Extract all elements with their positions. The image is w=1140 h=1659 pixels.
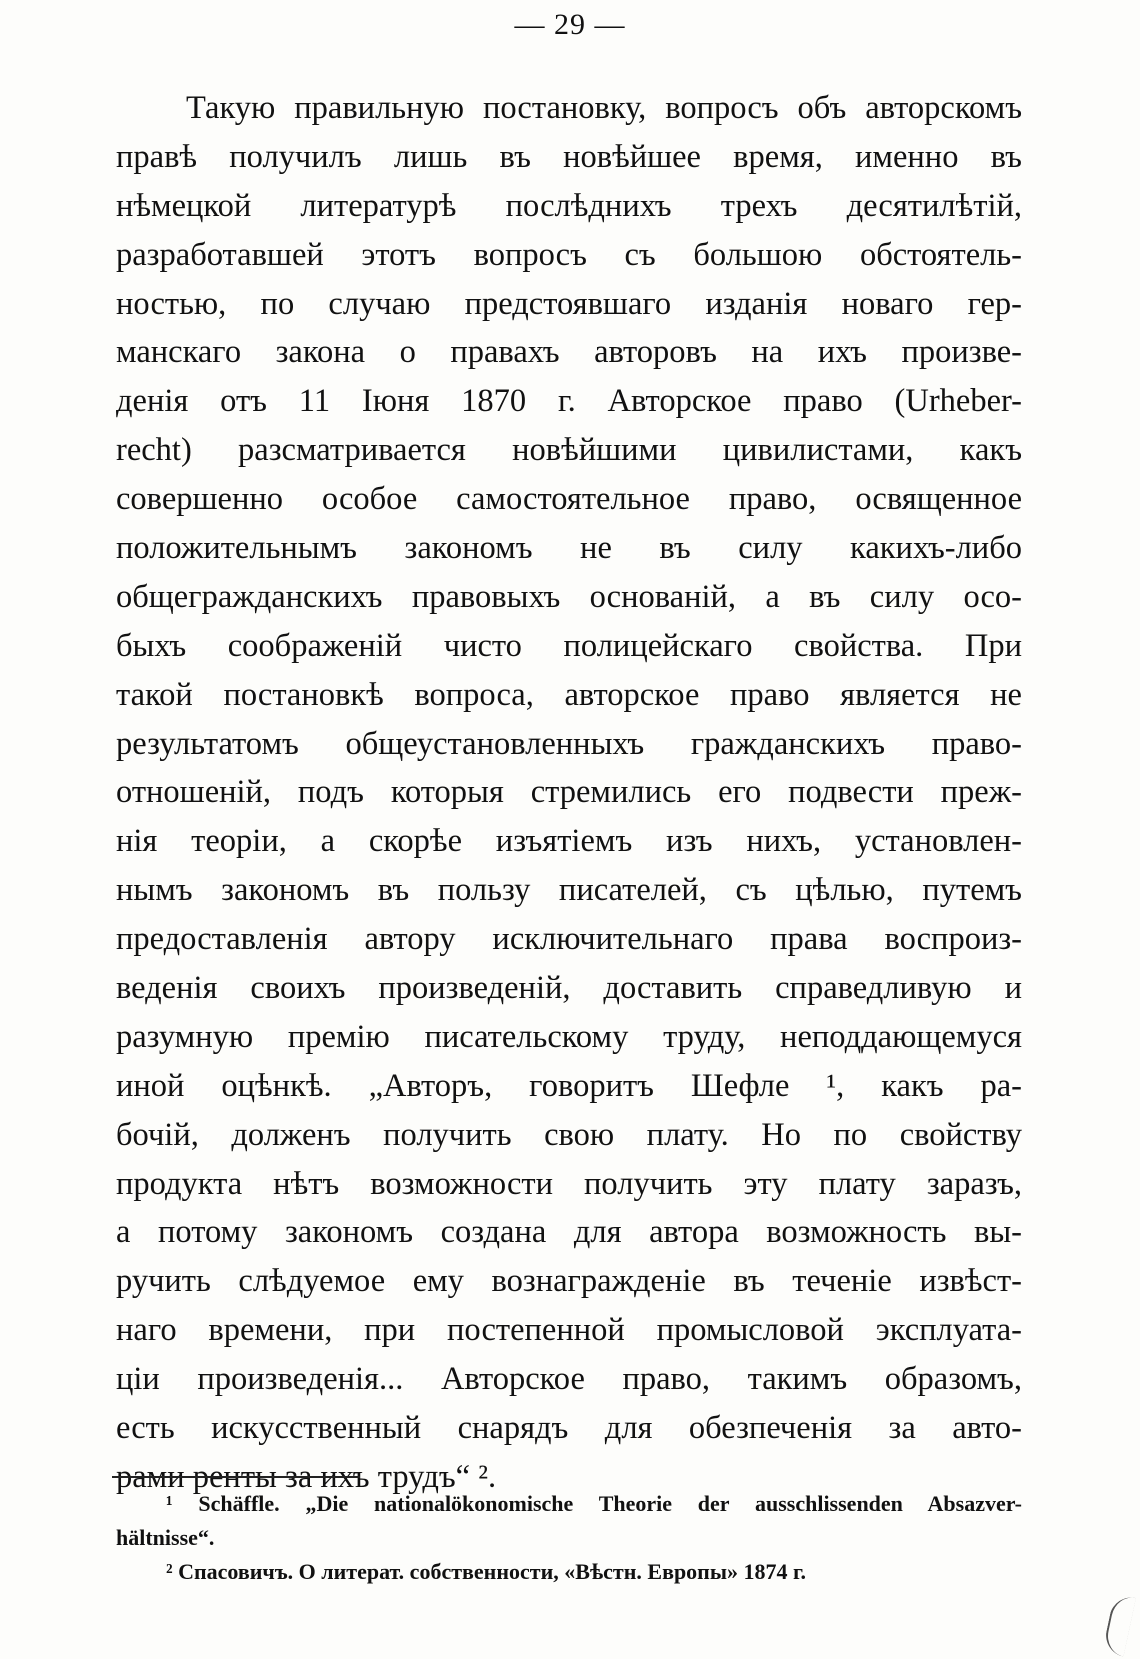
text-line: разработавшей этотъ вопросъ съ большою обстоятель-: [116, 236, 1022, 273]
text-line: продукта нѣтъ возможности получить эту плату заразъ,: [116, 1165, 1022, 1202]
text-line: рами ренты за ихъ трудъ“ ².: [116, 1458, 497, 1495]
text-line: разумную премію писательскому труду, неподдающемуся: [116, 1018, 1022, 1055]
text-line: Такую правильную постановку, вопросъ объ авторскомъ: [186, 90, 1022, 126]
text-line: отношеній, подъ которыя стремились его подвести преж-: [116, 774, 1022, 811]
text-line: recht) разсматривается новѣйшими цивилистами, какъ: [116, 432, 1022, 469]
footnotes: [116, 1487, 1022, 1589]
text-line: нія теоріи, а скорѣе изъятіемъ изъ нихъ, установлен-: [116, 823, 1022, 860]
text-line: общегражданскихъ правовыхъ основаній, а въ силу осо-: [116, 578, 1022, 615]
footnote-divider: [112, 1476, 360, 1478]
text-line: совершенно особое самостоятельное право, освященное: [116, 481, 1022, 518]
footnote-line: hältnisse“.: [116, 1525, 215, 1550]
text-line: наго времени, при постепенной промысловой эксплуата-: [116, 1312, 1022, 1349]
footnote-line: ² Спасовичъ. О литерат. собственности, «Вѣстн. Европы» 1874 г.: [166, 1559, 807, 1584]
text-line: ностью, по случаю предстоявшаго изданія новаго гер-: [116, 285, 1022, 322]
text-line: положительнымъ закономъ не въ силу какихъ-либо: [116, 530, 1022, 567]
text-line: такой постановкѣ вопроса, авторское право является не: [116, 676, 1022, 713]
text-line: быхъ соображеній чисто полицейскаго свойства. При: [116, 627, 1022, 664]
text-line: предоставленія автору исключительнаго права воспроиз-: [116, 921, 1022, 958]
text-line: ручить слѣдуемое ему вознагражденіе въ теченіе извѣст-: [116, 1263, 1022, 1300]
text-line: ціи произведенія... Авторское право, такимъ образомъ,: [116, 1361, 1022, 1398]
margin-pencil-mark: [1102, 1593, 1136, 1656]
text-line: веденія своихъ произведеній, доставить справедливую и: [116, 970, 1022, 1007]
text-line: нымъ закономъ въ пользу писателей, съ цѣлью, путемъ: [116, 872, 1022, 909]
text-line: иной оцѣнкѣ. „Авторъ, говоритъ Шефле ¹, какъ ра-: [116, 1067, 1022, 1104]
text-line: денія отъ 11 Іюня 1870 г. Авторское право (Urheber-: [116, 383, 1022, 420]
text-line: есть искусственный снарядъ для обезпеченія за авто-: [116, 1410, 1022, 1447]
body-text: [116, 84, 1022, 1502]
text-line: нѣмецкой литературѣ послѣднихъ трехъ десятилѣтій,: [116, 187, 1022, 224]
footnote-line: ¹ Schäffle. „Die nationalökonomische Theorie der ausschlissenden Absazver-: [166, 1491, 1022, 1516]
text-line: результатомъ общеустановленныхъ гражданскихъ право-: [116, 725, 1022, 762]
page-number: — 29 —: [514, 8, 626, 41]
text-line: правѣ получилъ лишь въ новѣйшее время, именно въ: [116, 138, 1022, 175]
text-line: а потому закономъ создана для автора возможность вы-: [116, 1214, 1022, 1251]
text-line: бочій, долженъ получить свою плату. Но по свойству: [116, 1116, 1022, 1153]
text-line: манскаго закона о правахъ авторовъ на ихъ произве-: [116, 334, 1022, 371]
